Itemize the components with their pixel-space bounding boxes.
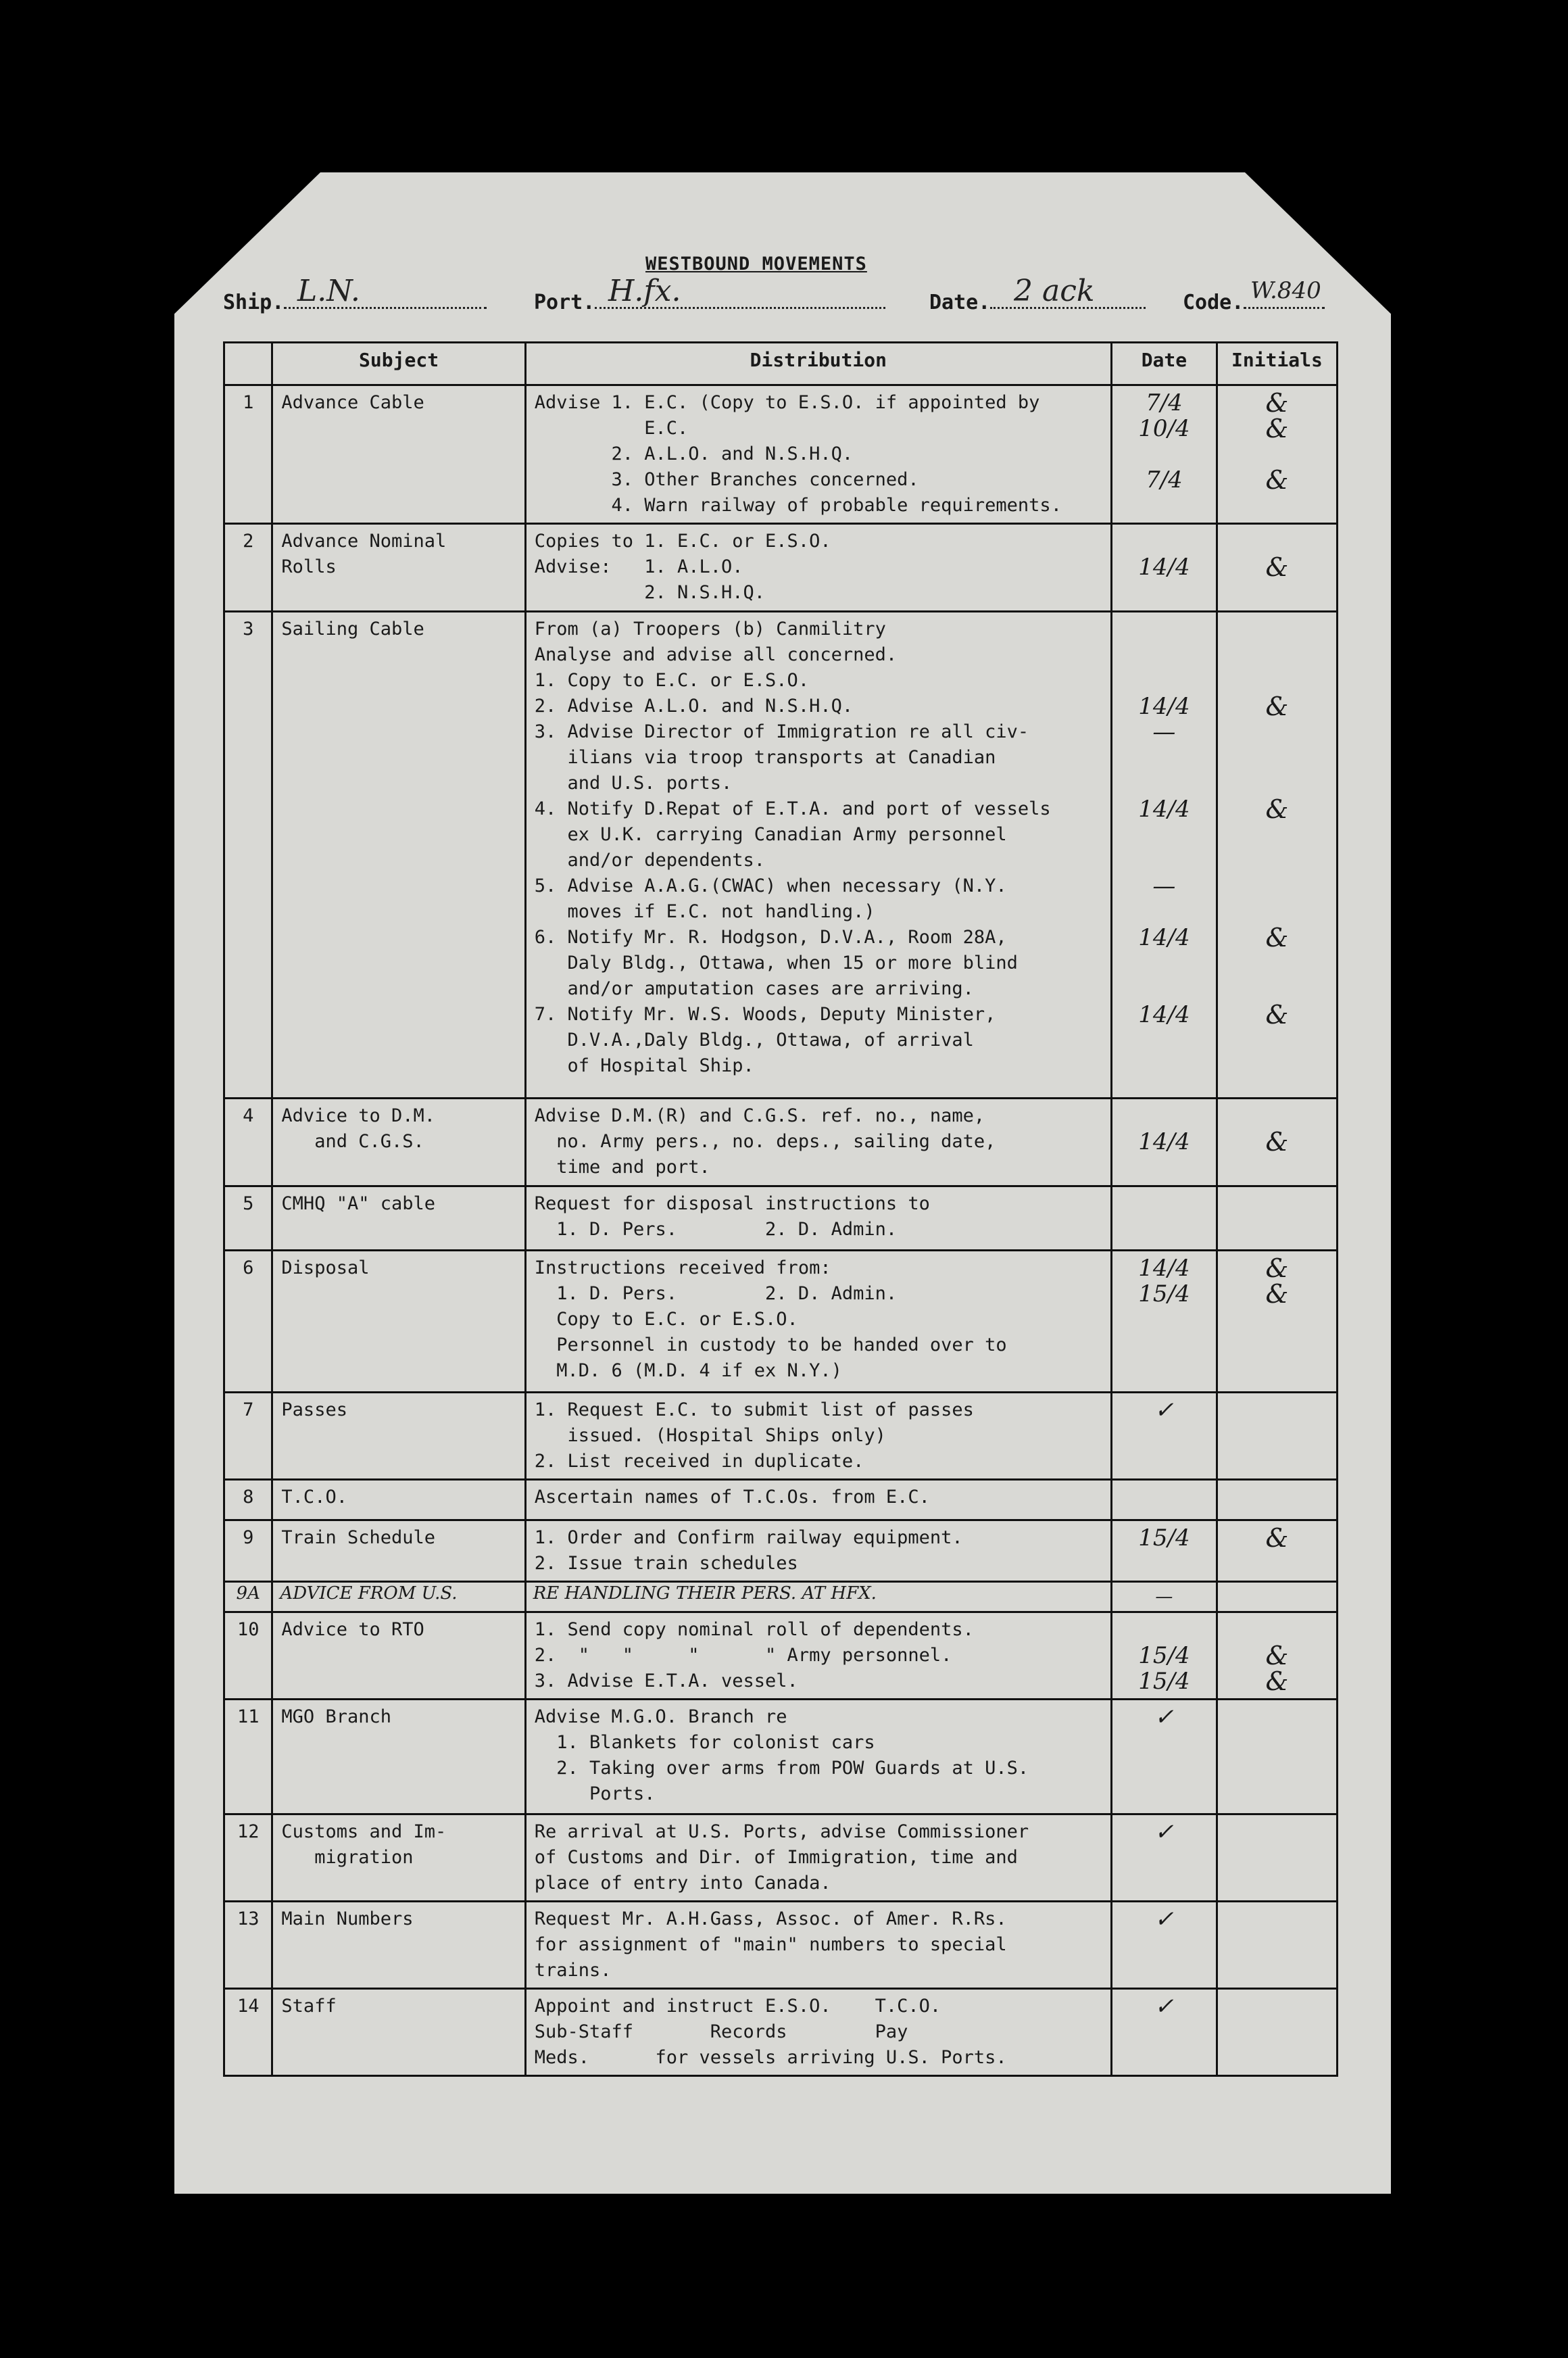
date-mark: 15/4 xyxy=(1138,1524,1190,1551)
distribution-line: and/or amputation cases are arriving. xyxy=(534,978,974,999)
date-mark: 15/4 xyxy=(1138,1642,1190,1669)
distribution-line: 1. Copy to E.C. or E.S.O. xyxy=(534,670,810,691)
row-number: 14 xyxy=(224,1989,272,2076)
distribution-line: Re arrival at U.S. Ports, advise Commissioner xyxy=(534,1821,1029,1842)
initials-mark xyxy=(1226,822,1328,848)
date-mark xyxy=(1121,822,1208,848)
date-mark xyxy=(1121,441,1208,467)
distribution-line: D.V.A.,Daly Bldg., Ottawa, of arrival xyxy=(534,1030,974,1051)
row-date xyxy=(1111,1814,1217,1902)
row-initials xyxy=(1217,1251,1337,1393)
distribution-line: Request for disposal instructions to xyxy=(534,1193,930,1214)
date-mark xyxy=(1121,642,1208,668)
distribution-line: Advise M.G.O. Branch re xyxy=(534,1706,787,1727)
initials-mark: & xyxy=(1265,1666,1289,1696)
distribution-line: for assignment of "main" numbers to special xyxy=(534,1934,1007,1955)
initials-mark xyxy=(1226,642,1328,668)
distribution-line: Personnel in custody to be handed over to xyxy=(534,1334,1007,1355)
table-row xyxy=(224,1480,1338,1520)
row-initials xyxy=(1217,1902,1337,1989)
row-number: 5 xyxy=(224,1186,272,1251)
date-mark: 14/4 xyxy=(1138,1001,1190,1028)
table-row xyxy=(224,1700,1338,1814)
initials-mark: & xyxy=(1265,1127,1289,1157)
code-value: W.840 xyxy=(1250,277,1321,304)
row-distribution xyxy=(525,1186,1111,1251)
date-mark xyxy=(1121,617,1208,642)
initials-mark xyxy=(1226,848,1328,873)
date-mark: 14/4 xyxy=(1138,796,1190,823)
table-row xyxy=(224,1186,1338,1251)
row-date xyxy=(1111,1480,1217,1520)
date-mark: 15/4 xyxy=(1138,1668,1190,1695)
row-number: 12 xyxy=(224,1814,272,1902)
row-initials xyxy=(1217,1480,1337,1520)
distribution-line: Analyse and advise all concerned. xyxy=(534,644,898,665)
row-subject: Advice to RTO xyxy=(272,1612,525,1700)
distribution-line: Sub-Staff Records Pay xyxy=(534,2021,908,2042)
distribution-line: 2. A.L.O. and N.S.H.Q. xyxy=(534,443,854,464)
row-date xyxy=(1111,1902,1217,1989)
row-subject: Advance Cable xyxy=(272,385,525,524)
distribution-line: Appoint and instruct E.S.O. T.C.O. xyxy=(534,1996,941,2017)
date-mark: — xyxy=(1152,873,1176,900)
distribution-line: 2. List received in duplicate. xyxy=(534,1451,864,1472)
row-subject: T.C.O. xyxy=(272,1480,525,1520)
distribution-line: Request Mr. A.H.Gass, Assoc. of Amer. R.Rs. xyxy=(534,1908,1007,1929)
initials-mark xyxy=(1226,441,1328,467)
row-date xyxy=(1111,1393,1217,1480)
date-mark xyxy=(1121,976,1208,1002)
table-row xyxy=(224,1251,1338,1393)
form-title: WESTBOUND MOVEMENTS xyxy=(645,254,867,274)
row-number: 11 xyxy=(224,1700,272,1814)
initials-mark xyxy=(1226,745,1328,771)
row-distribution xyxy=(525,1582,1111,1612)
date-mark: ✓ xyxy=(1154,1906,1174,1933)
table-row xyxy=(224,524,1338,612)
row-date xyxy=(1111,1989,1217,2076)
date-mark xyxy=(1121,529,1208,554)
date-header: Date xyxy=(1111,343,1217,385)
row-distribution xyxy=(525,1251,1111,1393)
initials-mark: & xyxy=(1265,1253,1289,1283)
row-distribution xyxy=(525,1902,1111,1989)
table-row xyxy=(224,1520,1338,1582)
distribution-line: E.C. xyxy=(534,418,689,439)
row-initials xyxy=(1217,1099,1337,1186)
distribution-line: trains. xyxy=(534,1960,612,1981)
row-number: 9 xyxy=(224,1520,272,1582)
row-distribution xyxy=(525,1480,1111,1520)
date-mark: — xyxy=(1152,719,1176,746)
table-row xyxy=(224,1902,1338,1989)
row-subject: CMHQ "A" cable xyxy=(272,1186,525,1251)
row-subject: Staff xyxy=(272,1989,525,2076)
distribution-line: 5. Advise A.A.G.(CWAC) when necessary (N.Y. xyxy=(534,875,1007,896)
table-row xyxy=(224,1814,1338,1902)
row-number: 10 xyxy=(224,1612,272,1700)
subject-header: Subject xyxy=(272,343,525,385)
table-header-row xyxy=(224,343,1338,385)
initials-mark: & xyxy=(1265,1000,1289,1030)
date-mark: 14/4 xyxy=(1138,924,1190,951)
date-mark xyxy=(1121,848,1208,873)
date-mark: 10/4 xyxy=(1138,415,1190,442)
row-distribution xyxy=(525,1814,1111,1902)
distribution-line: 1. D. Pers. 2. D. Admin. xyxy=(534,1219,898,1240)
date-mark: ✓ xyxy=(1154,1397,1174,1424)
distribution-line: 1. Order and Confirm railway equipment. xyxy=(534,1527,963,1548)
distribution-line: 2. Taking over arms from POW Guards at U.S. xyxy=(534,1758,1029,1779)
date-label: Date. xyxy=(929,291,1146,314)
port-label: Port. xyxy=(534,291,885,314)
distribution-line: no. Army pers., no. deps., sailing date, xyxy=(534,1131,996,1152)
table-body xyxy=(224,385,1338,2076)
row-initials xyxy=(1217,1814,1337,1902)
row-initials xyxy=(1217,612,1337,1099)
distribution-line: 1. Request E.C. to submit list of passes xyxy=(534,1399,974,1420)
distribution-line: time and port. xyxy=(534,1157,710,1178)
distribution-line: ilians via troop transports at Canadian xyxy=(534,747,996,768)
distribution-line: Ports. xyxy=(534,1783,656,1804)
date-mark xyxy=(1121,951,1208,976)
row-number: 7 xyxy=(224,1393,272,1480)
row-subject: Advance Nominal Rolls xyxy=(272,524,525,612)
distribution-line: of Customs and Dir. of Immigration, time and xyxy=(534,1847,1018,1868)
row-number: 1 xyxy=(224,385,272,524)
distribution-line: RE HANDLING THEIR PERS. AT HFX. xyxy=(533,1583,877,1604)
distribution-line: 4. Notify D.Repat of E.T.A. and port of vessels xyxy=(534,798,1051,819)
port-value: H.fx. xyxy=(608,274,681,308)
row-initials xyxy=(1217,1582,1337,1612)
initials-mark xyxy=(1226,1617,1328,1643)
row-distribution xyxy=(525,1700,1111,1814)
initials-mark: & xyxy=(1265,923,1289,953)
distribution-line: moves if E.C. not handling.) xyxy=(534,901,875,922)
distribution-line: Copies to 1. E.C. or E.S.O. xyxy=(534,531,831,552)
date-mark xyxy=(1121,1617,1208,1643)
distribution-line: place of entry into Canada. xyxy=(534,1873,831,1894)
initials-mark: & xyxy=(1265,552,1289,582)
row-subject: ADVICE FROM U.S. xyxy=(272,1582,525,1612)
date-mark: 15/4 xyxy=(1138,1280,1190,1307)
row-subject: MGO Branch xyxy=(272,1700,525,1814)
row-subject: Sailing Cable xyxy=(272,612,525,1099)
row-initials xyxy=(1217,524,1337,612)
distribution-line: and U.S. ports. xyxy=(534,773,733,794)
row-number: 13 xyxy=(224,1902,272,1989)
date-value: 2 ack xyxy=(1014,274,1095,308)
row-distribution xyxy=(525,1989,1111,2076)
code-label: Code. xyxy=(1183,291,1325,314)
initials-mark: & xyxy=(1265,692,1289,721)
distribution-line: 7. Notify Mr. W.S. Woods, Deputy Minister, xyxy=(534,1004,996,1025)
distribution-line: From (a) Troopers (b) Canmilitry xyxy=(534,619,886,640)
distribution-line: 1. Send copy nominal roll of dependents. xyxy=(534,1619,974,1640)
date-mark: 7/4 xyxy=(1146,466,1183,494)
initials-mark xyxy=(1226,529,1328,554)
distribution-line: 1. D. Pers. 2. D. Admin. xyxy=(534,1283,898,1304)
table-row xyxy=(224,1393,1338,1480)
distribution-line: 1. Blankets for colonist cars xyxy=(534,1732,875,1753)
initials-header: Initials xyxy=(1217,343,1337,385)
table-row xyxy=(224,612,1338,1099)
date-mark xyxy=(1121,745,1208,771)
initials-mark: & xyxy=(1265,1523,1289,1553)
initials-mark xyxy=(1226,951,1328,976)
distribution-line: M.D. 6 (M.D. 4 if ex N.Y.) xyxy=(534,1360,842,1381)
initials-mark: & xyxy=(1265,794,1289,824)
distribution-line: of Hospital Ship. xyxy=(534,1055,754,1076)
num-header xyxy=(224,343,272,385)
initials-mark xyxy=(1226,771,1328,796)
table-row xyxy=(224,1582,1338,1612)
distribution-line: Advise: 1. A.L.O. xyxy=(534,556,743,577)
row-number: 4 xyxy=(224,1099,272,1186)
row-date xyxy=(1111,1251,1217,1393)
initials-mark xyxy=(1226,719,1328,745)
table-row xyxy=(224,1989,1338,2076)
distribution-line: 2. Issue train schedules xyxy=(534,1553,798,1574)
row-distribution xyxy=(525,1612,1111,1700)
initials-mark xyxy=(1226,873,1328,899)
distribution-line: 4. Warn railway of probable requirements. xyxy=(534,495,1062,516)
row-initials xyxy=(1217,385,1337,524)
initials-mark xyxy=(1226,617,1328,642)
date-mark: 7/4 xyxy=(1146,389,1183,416)
distribution-line: 3. Other Branches concerned. xyxy=(534,469,919,490)
row-initials xyxy=(1217,1612,1337,1700)
row-distribution xyxy=(525,524,1111,612)
date-mark xyxy=(1121,1103,1208,1129)
initials-mark: & xyxy=(1265,1279,1289,1309)
distribution-line: 3. Advise E.T.A. vessel. xyxy=(534,1670,798,1691)
row-date xyxy=(1111,1186,1217,1251)
row-date xyxy=(1111,385,1217,524)
date-mark: ✓ xyxy=(1154,1704,1174,1731)
row-date xyxy=(1111,1099,1217,1186)
distribution-line: 3. Advise Director of Immigration re all civ- xyxy=(534,721,1029,742)
initials-mark xyxy=(1226,668,1328,694)
distribution-line: 6. Notify Mr. R. Hodgson, D.V.A., Room 28A, xyxy=(534,927,1007,948)
row-distribution xyxy=(525,1099,1111,1186)
distribution-line: Advise 1. E.C. (Copy to E.S.O. if appointed by xyxy=(534,392,1040,413)
initials-mark xyxy=(1226,899,1328,925)
initials-mark xyxy=(1226,1103,1328,1129)
row-distribution xyxy=(525,1520,1111,1582)
distribution-header: Distribution xyxy=(525,343,1111,385)
date-mark: — xyxy=(1155,1587,1173,1607)
initials-mark: & xyxy=(1265,465,1289,495)
distribution-line: Meds. for vessels arriving U.S. Ports. xyxy=(534,2047,1007,2068)
date-mark xyxy=(1121,899,1208,925)
distribution-line: Copy to E.C. or E.S.O. xyxy=(534,1309,798,1330)
table-row xyxy=(224,1612,1338,1700)
row-distribution xyxy=(525,612,1111,1099)
row-subject: Train Schedule xyxy=(272,1520,525,1582)
row-date xyxy=(1111,1700,1217,1814)
row-initials xyxy=(1217,1700,1337,1814)
row-number: 3 xyxy=(224,612,272,1099)
row-initials xyxy=(1217,1520,1337,1582)
movement-table xyxy=(223,341,1338,2077)
row-initials xyxy=(1217,1186,1337,1251)
row-number: 8 xyxy=(224,1480,272,1520)
date-mark: 14/4 xyxy=(1138,554,1190,581)
distribution-line: 2. Advise A.L.O. and N.S.H.Q. xyxy=(534,696,854,717)
date-mark: 14/4 xyxy=(1138,1255,1190,1282)
row-date xyxy=(1111,1582,1217,1612)
row-date xyxy=(1111,524,1217,612)
date-mark xyxy=(1121,668,1208,694)
row-subject: Customs and Im- migration xyxy=(272,1814,525,1902)
row-distribution xyxy=(525,385,1111,524)
distribution-line: 2. " " " " Army personnel. xyxy=(534,1645,952,1666)
row-number: 6 xyxy=(224,1251,272,1393)
date-mark: ✓ xyxy=(1154,1819,1174,1846)
date-mark: ✓ xyxy=(1154,1993,1174,2020)
row-number: 2 xyxy=(224,524,272,612)
distribution-line: ex U.K. carrying Canadian Army personnel xyxy=(534,824,1007,845)
initials-mark: & xyxy=(1265,1641,1289,1670)
initials-mark: & xyxy=(1265,414,1289,443)
row-date xyxy=(1111,1612,1217,1700)
distribution-line: issued. (Hospital Ships only) xyxy=(534,1425,886,1446)
table-row xyxy=(224,385,1338,524)
row-initials xyxy=(1217,1989,1337,2076)
initials-mark: & xyxy=(1265,388,1289,418)
row-date xyxy=(1111,612,1217,1099)
row-number: 9A xyxy=(224,1582,272,1612)
ship-value: L.N. xyxy=(297,274,360,308)
row-initials xyxy=(1217,1393,1337,1480)
row-subject: Passes xyxy=(272,1393,525,1480)
ship-label: Ship. xyxy=(223,291,487,314)
distribution-line: Instructions received from: xyxy=(534,1257,831,1278)
date-mark: 14/4 xyxy=(1138,1128,1190,1155)
distribution-line: Ascertain names of T.C.Os. from E.C. xyxy=(534,1487,930,1508)
distribution-line: 2. N.S.H.Q. xyxy=(534,582,766,603)
table-row xyxy=(224,1099,1338,1186)
row-date xyxy=(1111,1520,1217,1582)
date-mark xyxy=(1121,771,1208,796)
row-subject: Disposal xyxy=(272,1251,525,1393)
row-subject: Main Numbers xyxy=(272,1902,525,1989)
date-mark: 14/4 xyxy=(1138,693,1190,720)
row-distribution xyxy=(525,1393,1111,1480)
initials-mark xyxy=(1226,976,1328,1002)
distribution-line: and/or dependents. xyxy=(534,850,766,871)
distribution-line: Daly Bldg., Ottawa, when 15 or more blind xyxy=(534,953,1018,973)
distribution-line: Advise D.M.(R) and C.G.S. ref. no., name, xyxy=(534,1105,985,1126)
row-subject: Advice to D.M. and C.G.S. xyxy=(272,1099,525,1186)
